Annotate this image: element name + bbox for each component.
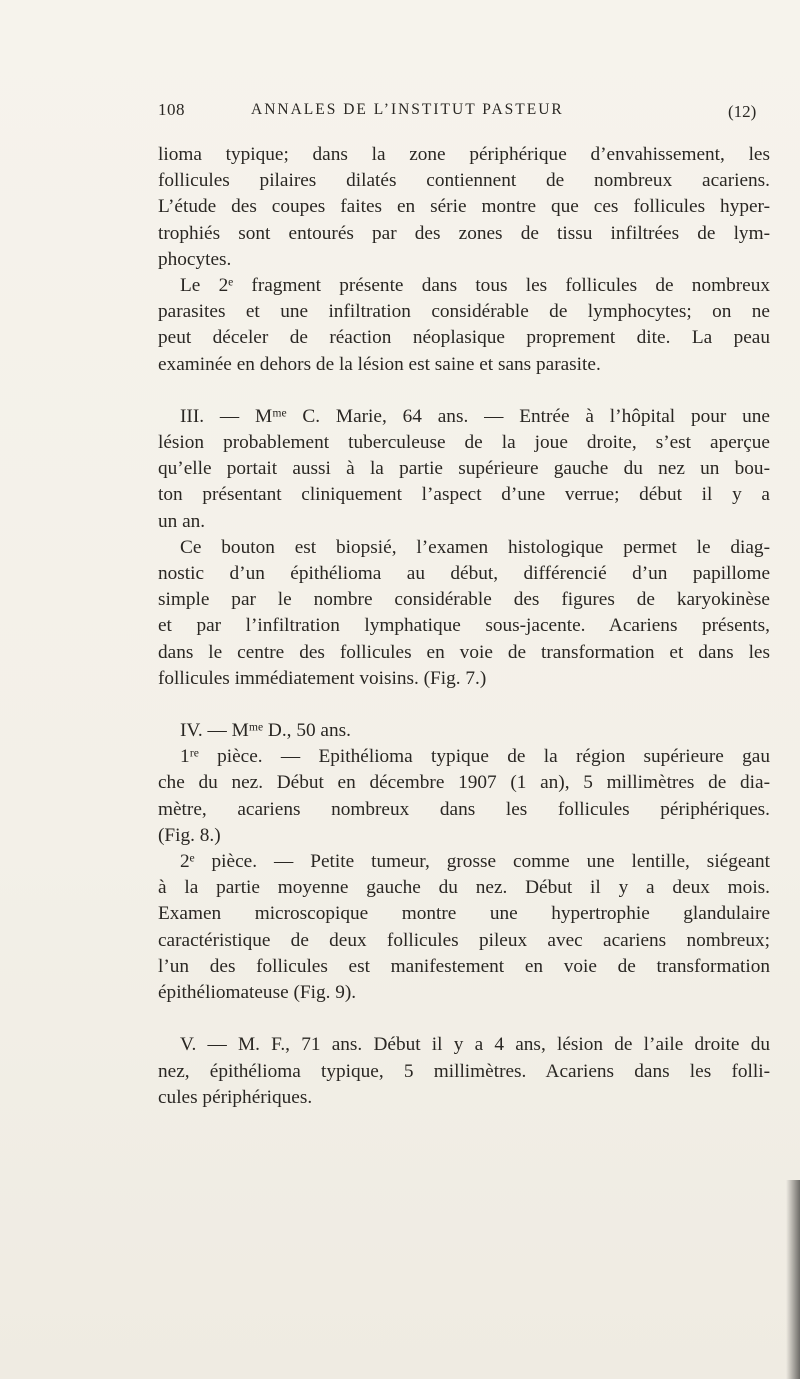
text-line: V. — M. F., 71 ans. Début il y a 4 ans, lésion de l’aile droite du: [180, 1034, 770, 1056]
paragraph-case-iii: [158, 404, 770, 535]
text-line: parasites et une infiltration considérable de lymphocytes; on ne: [158, 301, 770, 323]
text-line: (Fig. 8.): [158, 824, 221, 846]
text-line: Ce bouton est biopsié, l’examen histologique permet le diag-: [180, 536, 770, 558]
text-line: nez, épithélioma typique, 5 millimètres. Acariens dans les folli-: [158, 1060, 770, 1082]
text-line: L’étude des coupes faites en série montre que ces follicules hyper-: [158, 196, 770, 218]
article-body: [158, 142, 770, 1111]
text-line: lésion probablement tuberculeuse de la joue droite, s’est aperçue: [158, 432, 770, 454]
text-line: 1ʳᵉ pièce. — Epithélioma typique de la région supérieure gau: [180, 746, 770, 768]
paragraph-second-fragment: [158, 273, 770, 378]
paragraph-continuation: [158, 142, 770, 273]
running-header: [158, 100, 758, 132]
text-line: Le 2ᵉ fragment présente dans tous les follicules de nombreux: [180, 275, 770, 297]
paragraph-case-iii-biopsy: [158, 535, 770, 692]
text-line: follicules pilaires dilatés contiennent de nombreux acariens.: [158, 170, 770, 192]
text-line: che du nez. Début en décembre 1907 (1 an), 5 millimètres de dia-: [158, 772, 770, 794]
paragraph-case-iv: [158, 718, 770, 744]
text-line: simple par le nombre considérable des figures de karyokinèse: [158, 589, 770, 611]
text-line: l’un des follicules est manifestement en voie de transformation: [158, 955, 770, 977]
paragraph-second-piece: [158, 849, 770, 1006]
section-gap: [158, 1006, 770, 1032]
text-line: à la partie moyenne gauche du nez. Début il y a deux mois.: [158, 877, 770, 899]
text-line: ton présentant cliniquement l’aspect d’une verrue; début il y a: [158, 484, 770, 506]
text-line: lioma typique; dans la zone périphérique d’envahissement, les: [158, 144, 770, 165]
text-line: 2ᵉ pièce. — Petite tumeur, grosse comme une lentille, siégeant: [180, 851, 770, 873]
paragraph-first-piece: [158, 744, 770, 849]
text-line: follicules immédiatement voisins. (Fig. 7.): [158, 667, 487, 689]
text-line: III. — Mᵐᵉ C. Marie, 64 ans. — Entrée à l’hôpital pour une: [180, 405, 770, 427]
text-line: et par l’infiltration lymphatique sous-jacente. Acariens présents,: [158, 615, 770, 637]
text-line: qu’elle portait aussi à la partie supérieure gauche du nez un bou-: [158, 458, 770, 480]
text-line: cules périphériques.: [158, 1086, 313, 1108]
text-line: trophiés sont entourés par des zones de tissu infiltrées de lym-: [158, 222, 770, 244]
text-line: nostic d’un épithélioma au début, différencié d’un papillome: [158, 563, 770, 585]
text-line: phocytes.: [158, 248, 232, 270]
page-edge-shadow: [786, 1180, 800, 1379]
paragraph-case-v: [158, 1032, 770, 1111]
text-line: dans le centre des follicules en voie de transformation et dans les: [158, 641, 770, 663]
section-gap: [158, 692, 770, 718]
text-line: examinée en dehors de la lésion est saine et sans parasite.: [158, 353, 601, 375]
section-marker: (12): [728, 102, 757, 121]
text-line: peut déceler de réaction néoplasique proprement dite. La peau: [158, 327, 770, 349]
text-line: un an.: [158, 510, 206, 532]
text-line: caractéristique de deux follicules pileux avec acariens nombreux;: [158, 929, 770, 951]
page-number: 108: [158, 100, 185, 119]
running-title: ANNALES DE L’INSTITUT PASTEUR: [251, 101, 564, 118]
text-line: épithéliomateuse (Fig. 9).: [158, 982, 357, 1004]
text-line: mètre, acariens nombreux dans les follicules périphériques.: [158, 798, 770, 820]
text-line: Examen microscopique montre une hypertrophie glandulaire: [158, 903, 770, 925]
section-gap: [158, 378, 770, 404]
text-line: IV. — Mᵐᵉ D., 50 ans.: [180, 720, 351, 742]
